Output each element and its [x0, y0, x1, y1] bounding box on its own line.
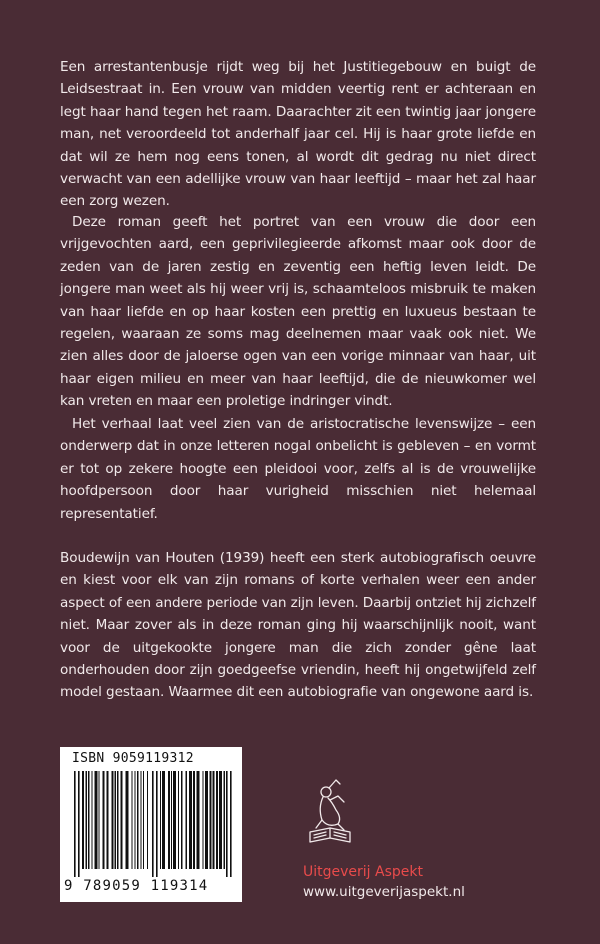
blurb-paragraph-1-text: Een arrestantenbusje rijdt weg bij het Justitiegebouw en buigt de Leidsestraat in. Een vrouw van midden veertig rent er achteraan en legt haar hand tegen het raam. Daarachter zit een twintig jaar jongere man, net veroordeeld tot anderhalf jaar cel. Hij is haar grote liefde en dat wil ze hem nog eens tonen, al wordt dit gedrag nu niet direct verwacht van een adellijke vrouw van haar leeftijd – maar het zal haar een zorg wezen.	[60, 59, 536, 210]
author-bio-text: Boudewijn van Houten (1939) heeft een sterk autobiografisch oeuvre en kiest voor elk van zijn romans of korte verhalen weer een ander aspect of een andere periode van zijn leven. Daarbij ontziet hij zichzelf niet. Maar zover als in deze roman ging hij waarschijnlijk nooit, want voor de uitgekookte jongere man die zich zonder gêne laat onderhouden door zijn goedgeefse vriendin, heeft hij ongetwijfeld zelf model gestaan. Waarmee dit een autobiografie van ongewone aard is.	[60, 550, 536, 701]
barcode-digits: 9 789059 119314	[64, 878, 209, 894]
blurb-paragraph-3	[60, 413, 536, 525]
author-bio-paragraph	[60, 547, 536, 704]
barcode-icon	[72, 771, 232, 879]
barcode-panel	[60, 747, 242, 902]
publisher-url[interactable]: www.uitgeverijaspekt.nl	[303, 884, 465, 900]
blurb-paragraph-1	[60, 56, 536, 213]
blurb-paragraph-3-text: Het verhaal laat veel zien van de aristocratische levenswijze – een onderwerp dat in onze letteren nogal onbelicht is gebleven – en vormt er tot op zekere hoogte een pleidooi voor, zelfs al is de vrouwelijke hoofdpersoon door haar vurigheid misschien niet helemaal representatief.	[60, 416, 536, 522]
blurb-paragraph-2-text: Deze roman geeft het portret van een vrouw die door een vrijgevochten aard, een geprivilegieerde afkomst maar ook door de zeden van de jaren zestig en zeventig een heftig leven leidt. De jongere man weet als hij weer vrij is, schaamteloos misbruik te maken van haar liefde en op haar kosten een prettig en luxueus bestaan te regelen, waaraan ze soms mag deelnemen maar vaak ook niet. We zien alles door de jaloerse ogen van een vorige minnaar van haar, uit haar eigen milieu en meer van haar leeftijd, die de nieuwkomer wel kan vreten en maar een proletige indringer vindt.	[60, 214, 536, 410]
reading-figure-icon	[306, 778, 356, 850]
isbn-label: ISBN 9059119312	[72, 751, 194, 766]
blurb-paragraph-2	[60, 211, 536, 413]
publisher-name: Uitgeverij Aspekt	[303, 864, 423, 880]
